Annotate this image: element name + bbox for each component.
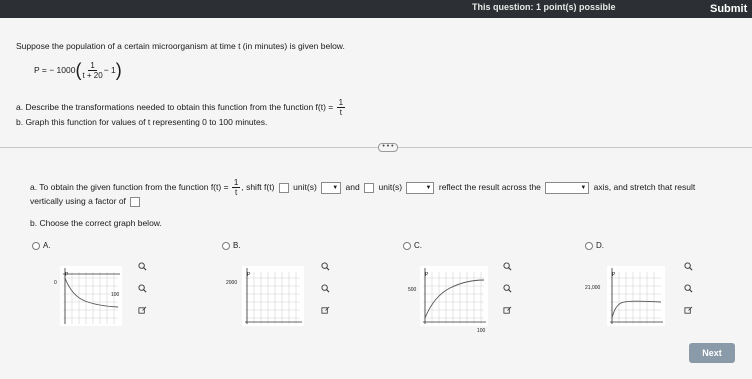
graph-b-ytop: 2000 — [226, 280, 238, 286]
top-bar — [0, 0, 752, 18]
option-d[interactable] — [585, 241, 604, 250]
part-a-question — [16, 98, 346, 117]
equation-left: P = − 1000 — [34, 64, 76, 75]
chevron-down-icon: ▼ — [332, 184, 339, 191]
answer-a-den: t — [235, 188, 238, 197]
part-a-fraction — [337, 98, 345, 117]
part-a-answer-line-2 — [30, 196, 142, 207]
answer-a-num: 1 — [233, 178, 239, 187]
external-link-icon[interactable] — [503, 306, 512, 315]
problem-intro: Suppose the population of a certain microorganism at time t (in minutes) is given below. — [16, 41, 345, 51]
part-a-text: a. Describe the transformations needed to obtain this function from the function f(t) = — [16, 101, 334, 112]
shift-amount-1-input[interactable] — [279, 183, 289, 193]
next-button[interactable]: Next — [689, 343, 735, 363]
option-a[interactable] — [32, 241, 51, 250]
part-b-question: b. Graph this function for values of t representing 0 to 100 minutes. — [16, 117, 268, 127]
direction-1-dropdown[interactable] — [321, 182, 341, 194]
stretch-label: vertically using a factor of — [30, 196, 126, 206]
equation-tail: − 1 — [103, 64, 116, 75]
section-divider — [0, 147, 752, 148]
graph-c-ytop: 500 — [408, 287, 417, 293]
graph-d-ytop: 21,000 — [585, 285, 601, 291]
option-c-label: C. — [414, 241, 422, 250]
shift-amount-2-input[interactable] — [364, 183, 374, 193]
equation-numerator: 1 — [90, 61, 95, 70]
zoom-out-icon[interactable] — [138, 284, 147, 293]
units-label-1: unit(s) — [293, 181, 317, 192]
zoom-out-icon[interactable] — [503, 284, 512, 293]
question-content — [0, 18, 752, 379]
option-d-label: D. — [596, 241, 604, 250]
zoom-in-icon[interactable] — [684, 262, 693, 271]
zoom-out-icon[interactable] — [321, 284, 330, 293]
zoom-in-icon[interactable] — [138, 262, 147, 271]
units-label-2: unit(s) — [378, 181, 403, 192]
axis-dropdown[interactable] — [545, 182, 589, 194]
graph-d-ylabel: P — [612, 272, 616, 278]
zoom-in-icon[interactable] — [503, 262, 512, 271]
answer-a-prefix: a. To obtain the given function from the function f(t) = — [30, 181, 229, 192]
graph-c-xlabel: 100 — [477, 328, 486, 334]
and-label: and — [345, 181, 360, 192]
equation-fraction — [82, 61, 102, 80]
graph-a-ytop: 0 — [54, 280, 57, 286]
population-equation: P = − 1000( $\frac{1}{t + 20}$ − 1) — [34, 60, 122, 80]
part-b-prompt: b. Choose the correct graph below. — [30, 218, 162, 228]
part-a-answer-line — [30, 178, 695, 197]
option-c-radio[interactable] — [403, 242, 411, 250]
reflect-label: reflect the result across the — [438, 181, 541, 192]
graph-option-c — [420, 266, 488, 326]
option-a-radio[interactable] — [32, 242, 40, 250]
option-b-radio[interactable] — [222, 242, 230, 250]
equation-denominator: t + 20 — [82, 71, 103, 80]
option-a-label: A. — [43, 241, 51, 250]
graph-c-ylabel: P — [425, 272, 429, 278]
external-link-icon[interactable] — [138, 306, 147, 315]
graph-b-ylabel: P — [247, 272, 251, 278]
part-a-den: t — [339, 108, 342, 117]
option-b-label: B. — [233, 241, 241, 250]
graph-option-d — [607, 266, 665, 326]
graph-a-xlabel: 100 — [111, 292, 120, 298]
submit-button[interactable]: Submit — [710, 3, 748, 15]
axis-label: axis, and stretch that result — [593, 181, 696, 192]
option-d-radio[interactable] — [585, 242, 593, 250]
part-a-num: 1 — [338, 98, 344, 107]
direction-2-dropdown[interactable] — [406, 182, 434, 194]
answer-a-fraction — [232, 178, 240, 197]
external-link-icon[interactable] — [684, 306, 693, 315]
graph-a-ylabel: P — [65, 272, 69, 278]
option-c[interactable] — [403, 241, 422, 250]
answer-a-shift: , shift f(t) — [241, 181, 275, 192]
option-b[interactable] — [222, 241, 241, 250]
question-info: This question: 1 point(s) possible — [472, 2, 616, 12]
stretch-factor-input[interactable] — [130, 197, 140, 207]
zoom-in-icon[interactable] — [321, 262, 330, 271]
chevron-down-icon: ▼ — [580, 184, 587, 191]
external-link-icon[interactable] — [321, 306, 330, 315]
chevron-down-icon: ▼ — [425, 184, 432, 191]
graph-option-b — [242, 266, 304, 326]
zoom-out-icon[interactable] — [684, 284, 693, 293]
more-button[interactable]: • • • — [378, 143, 398, 152]
